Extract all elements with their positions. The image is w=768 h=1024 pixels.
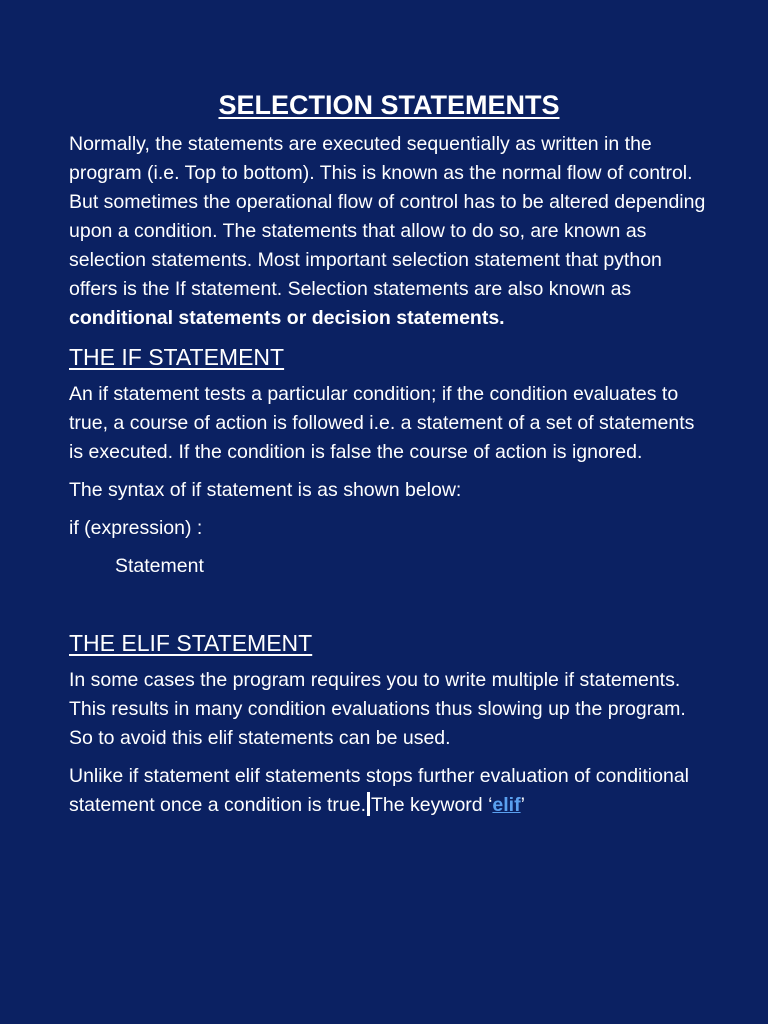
intro-bold-text: conditional statements or decision statements. — [69, 307, 505, 329]
document-title: SELECTION STATEMENTS — [218, 90, 560, 120]
if-statement-heading: THE IF STATEMENT — [69, 344, 285, 370]
elif-paragraph-1: In some cases the program requires you to write multiple if statements. This results in many condition evaluations thus slowing up the program. So to avoid this elif statements can be used. — [69, 669, 686, 749]
elif-paragraph-2-continuation: The keyword ‘ — [371, 794, 493, 816]
if-syntax-line-2: Statement — [115, 555, 204, 577]
elif-paragraph-2-text: Unlike if statement elif statements stops further evaluation of conditional statement once a condition is true. — [69, 765, 689, 816]
intro-paragraph — [69, 130, 709, 333]
elif-statement-heading: THE ELIF STATEMENT — [69, 630, 313, 656]
elif-paragraph-2 — [69, 762, 709, 820]
if-paragraph-2: The syntax of if statement is as shown below: — [69, 479, 462, 501]
if-paragraph-1: An if statement tests a particular condition; if the condition evaluates to true, a course of action is followed i.e. a statement of a set of statements is executed. If the condition is false the course of action is ignored. — [69, 383, 695, 463]
if-syntax-line-1: if (expression) : — [69, 517, 203, 539]
elif-paragraph-2-end: ’ — [520, 794, 525, 816]
document-page — [69, 90, 709, 829]
blank-line — [69, 590, 709, 628]
intro-text: Normally, the statements are executed sequentially as written in the program (i.e. Top to bottom). This is known as the normal flow of control. But sometimes the operational flow of control has to be altered depending upon a condition. The statements that allow to do so, are known as selection statements. Most important selection statement that python offers is the If statement. Selection statements are also known as — [69, 133, 706, 300]
elif-keyword-link[interactable]: elif — [492, 794, 521, 816]
text-cursor — [367, 792, 370, 816]
